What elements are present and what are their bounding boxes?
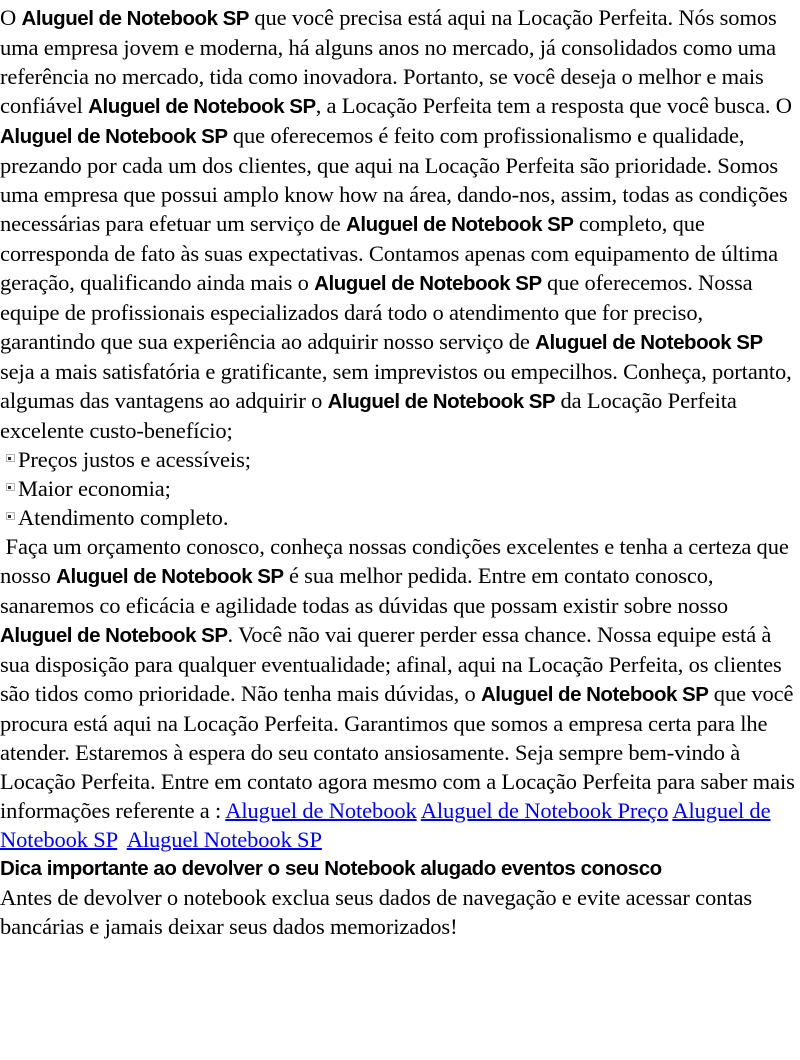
related-link-aluguel-de-notebook[interactable]: Aluguel de Notebook bbox=[225, 798, 417, 823]
paragraph-text-segment: . Você não vai querer perder essa chance. Nossa equipe está à sua disposição para qualquer eventualidade; afinal, aqui na Locação Perfeita, os clientes são tidos como prioridade. Não tenha mais dúvidas, o bbox=[0, 622, 788, 706]
keyword-phrase: Aluguel de Notebook SP bbox=[480, 683, 709, 706]
related-link-aluguel-de-notebook-sp[interactable]: Aluguel de Notebook SP bbox=[0, 798, 771, 852]
keyword-phrase: Aluguel de Notebook SP bbox=[314, 272, 542, 295]
keyword-phrase: Aluguel de Notebook SP bbox=[56, 565, 284, 588]
paragraph-text-segment: completo, que corresponda de fato às suas expectativas. Contamos apenas com equipamento de última geração, qualificando ainda mais o bbox=[0, 211, 784, 295]
list-item-label: Preços justos e acessíveis; bbox=[18, 447, 251, 472]
paragraph-text-segment: Faça um orçamento conosco, conheça nossas condições excelentes e tenha a certeza que nosso bbox=[0, 534, 795, 588]
tip-paragraph: Antes de devolver o notebook exclua seus dados de navegação e evite acessar contas bancárias e jamais deixar seus dados memorizados! bbox=[0, 885, 753, 939]
keyword-phrase: Aluguel de Notebook SP bbox=[0, 624, 228, 647]
keyword-phrase: Aluguel de Notebook SP bbox=[21, 7, 250, 30]
related-link-aluguel-de-notebook-preco[interactable]: Aluguel de Notebook Preço bbox=[420, 798, 669, 823]
paragraph-text-segment: é sua melhor pedida. Entre em contato conosco, sanaremos co eficácia e agilidade todas as dúvidas que possam existir sobre nosso bbox=[0, 563, 734, 618]
paragraph-text-segment: que oferecemos é feito com profissionalismo e qualidade, prezando por cada um dos clientes, que aqui na Locação Perfeita são prioridade. Somos uma empresa que possui amplo know how na área, dando-nos, assim, todas as condições necessárias para efetuar um serviço de bbox=[0, 123, 793, 236]
paragraph-text-segment: que você precisa está aqui na Locação Perfeita. Nós somos uma empresa jovem e moderna, há alguns anos no mercado, já consolidados como uma referência no mercado, tida como inovadora. Portanto, se você deseja o melhor e mais confiável bbox=[0, 5, 782, 118]
broken-image-bullet-icon bbox=[6, 454, 15, 462]
keyword-phrase: Aluguel de Notebook SP bbox=[327, 390, 556, 413]
list-item-label: Maior economia; bbox=[18, 476, 171, 501]
intro-paragraph bbox=[0, 3, 800, 445]
keyword-phrase: Aluguel de Notebook SP bbox=[0, 125, 228, 148]
list-item-label: Atendimento completo. bbox=[18, 505, 229, 530]
paragraph-text-segment: da Locação Perfeita excelente custo-benefício; bbox=[0, 388, 743, 443]
broken-image-bullet-icon bbox=[6, 512, 15, 520]
list-item bbox=[0, 474, 800, 503]
tip-heading: Dica importante ao devolver o seu Notebook alugado eventos conosco bbox=[0, 857, 662, 880]
broken-image-bullet-icon bbox=[6, 483, 15, 491]
keyword-phrase: Aluguel de Notebook SP bbox=[88, 95, 316, 118]
keyword-phrase: Aluguel de Notebook SP bbox=[535, 331, 763, 354]
closing-paragraph bbox=[0, 532, 800, 854]
paragraph-text-segment: , a Locação Perfeita tem a resposta que você busca. O bbox=[315, 93, 798, 118]
list-item bbox=[0, 503, 800, 532]
keyword-phrase: Aluguel de Notebook SP bbox=[345, 213, 574, 236]
advantages-list bbox=[0, 445, 800, 532]
paragraph-text-segment: que oferecemos. Nossa equipe de profissionais especializados dará todo o atendimento que for preciso, garantindo que sua experiência ao adquirir nosso serviço de bbox=[0, 270, 758, 354]
paragraph-text-segment: que você procura está aqui na Locação Perfeita. Garantimos que somos a empresa certa para lhe atender. Estaremos à espera do seu contato ansiosamente. Seja sempre bem-vindo à Locação Perfeita. Entre em contato agora mesmo com a Locação Perfeita para saber mais informações referente a : bbox=[0, 681, 800, 823]
paragraph-text-segment: seja a mais satisfatória e gratificante, sem imprevistos ou empecilhos. Conheça, portanto, algumas das vantagens ao adquirir o bbox=[0, 329, 798, 413]
link-separator bbox=[117, 827, 126, 852]
list-item bbox=[0, 445, 800, 474]
paragraph-text-segment: O bbox=[0, 5, 22, 30]
related-link-aluguel-notebook-sp[interactable]: Aluguel Notebook SP bbox=[126, 827, 322, 852]
